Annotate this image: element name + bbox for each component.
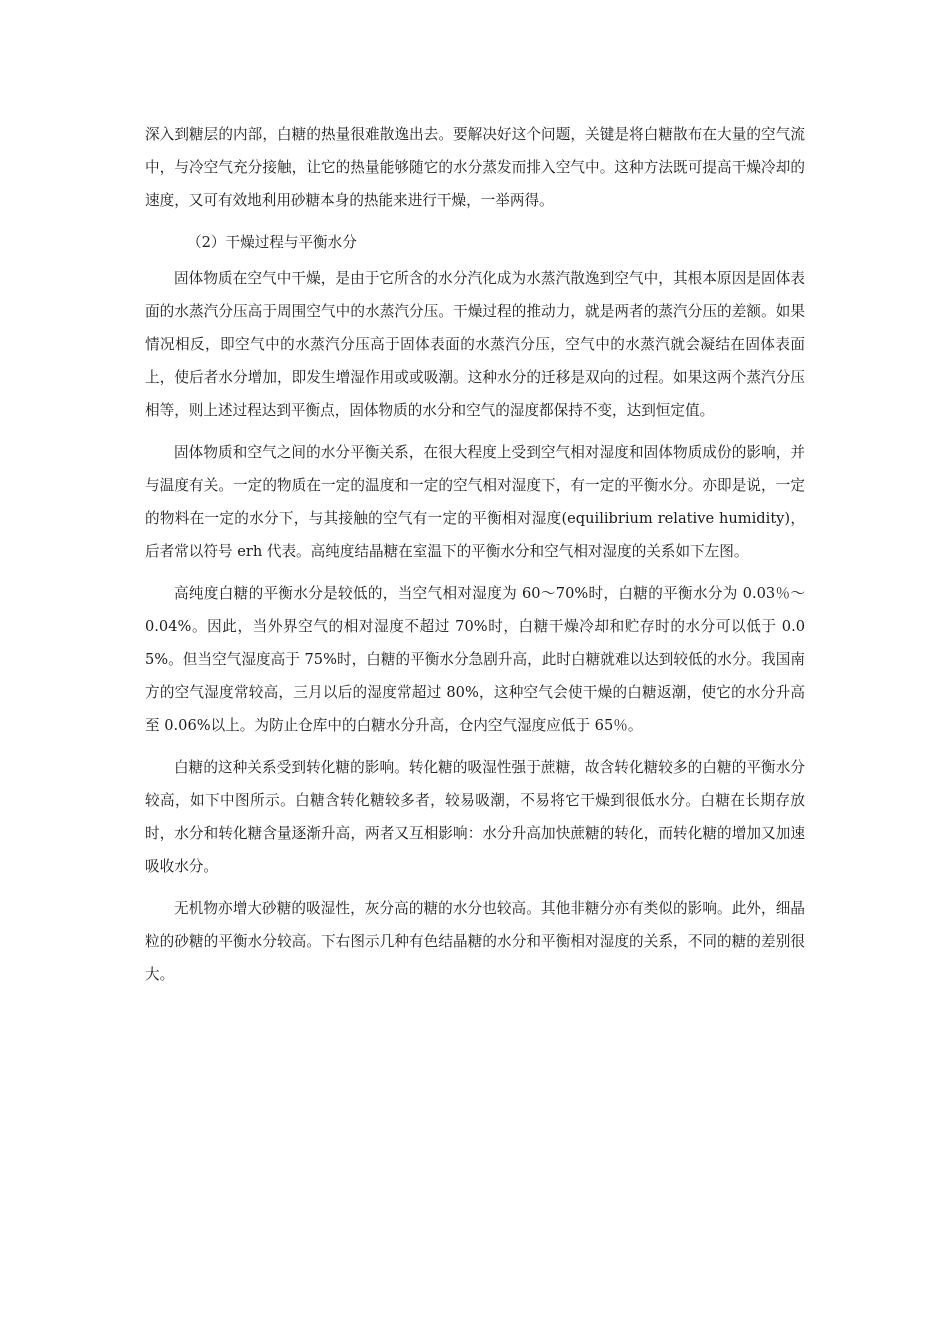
paragraph-vapor-pressure: 固体物质在空气中干燥，是由于它所含的水分汽化成为水蒸汽散逸到空气中，其根本原因是固体表面的水蒸汽分压高于周围空气中的水蒸汽分压。干燥过程的推动力，就是两者的蒸汽分压的差额。如果情况相反，即空气中的水蒸汽分压高于固体表面的水蒸汽分压，空气中的水蒸汽就会凝结在固体表面上，使后者水分增加，即发生增湿作用或或吸潮。这种水分的迁移是双向的过程。如果这两个蒸汽分压相等，则上述过程达到平衡点，固体物质的水分和空气的湿度都保持不变，达到恒定值。 <box>145 270 805 419</box>
document-body <box>145 118 805 1000</box>
section-heading-equilibrium-moisture: （2）干燥过程与平衡水分 <box>187 234 357 251</box>
paragraph-invert-sugar: 白糖的这种关系受到转化糖的影响。转化糖的吸湿性强于蔗糖，故含转化糖较多的白糖的平衡水分较高，如下中图所示。白糖含转化糖较多者，较易吸潮，不易将它干燥到很低水分。白糖在长期存放时，水分和转化糖含量逐渐升高，两者又互相影响：水分升高加快蔗糖的转化，而转化糖的增加又加速吸收水分。 <box>145 759 805 875</box>
paragraph-drying-intro: 深入到糖层的内部，白糖的热量很难散逸出去。要解决好这个问题，关键是将白糖散布在大量的空气流中，与冷空气充分接触，让它的热量能够随它的水分蒸发而排入空气中。这种方法既可提高干燥冷却的速度，又可有效地利用砂糖本身的热能来进行干燥，一举两得。 <box>145 126 805 209</box>
paragraph-white-sugar-moisture: 高纯度白糖的平衡水分是较低的，当空气相对湿度为 60～70%时，白糖的平衡水分为 0.03％～0.04%。因此，当外界空气的相对湿度不超过 70%时，白糖干燥冷却和贮存时的水分可以低于 0.05%。但当空气湿度高于 75%时，白糖的平衡水分急剧升高，此时白糖就难以达到较低的水分。我国南方的空气湿度常较高，三月以后的湿度常超过 80%，这种空气会使干燥的白糖返潮，使它的水分升高至 0.06%以上。为防止仓库中的白糖水分升高，仓内空气湿度应低于 65％。 <box>145 585 805 734</box>
paragraph-moisture-balance: 固体物质和空气之间的水分平衡关系，在很大程度上受到空气相对湿度和固体物质成份的影响，并与温度有关。一定的物质在一定的温度和一定的空气相对湿度下，有一定的平衡水分。亦即是说，一定的物料在一定的水分下，与其接触的空气有一定的平衡相对湿度(equilibrium relative humidity)，后者常以符号 erh 代表。高纯度结晶糖在室温下的平衡水分和空气相对湿度的关系如下左图。 <box>145 444 805 560</box>
paragraph-inorganics: 无机物亦增大砂糖的吸湿性，灰分高的糖的水分也较高。其他非糖分亦有类似的影响。此外，细晶粒的砂糖的平衡水分较高。下右图示几种有色结晶糖的水分和平衡相对湿度的关系，不同的糖的差别很大。 <box>145 900 805 983</box>
